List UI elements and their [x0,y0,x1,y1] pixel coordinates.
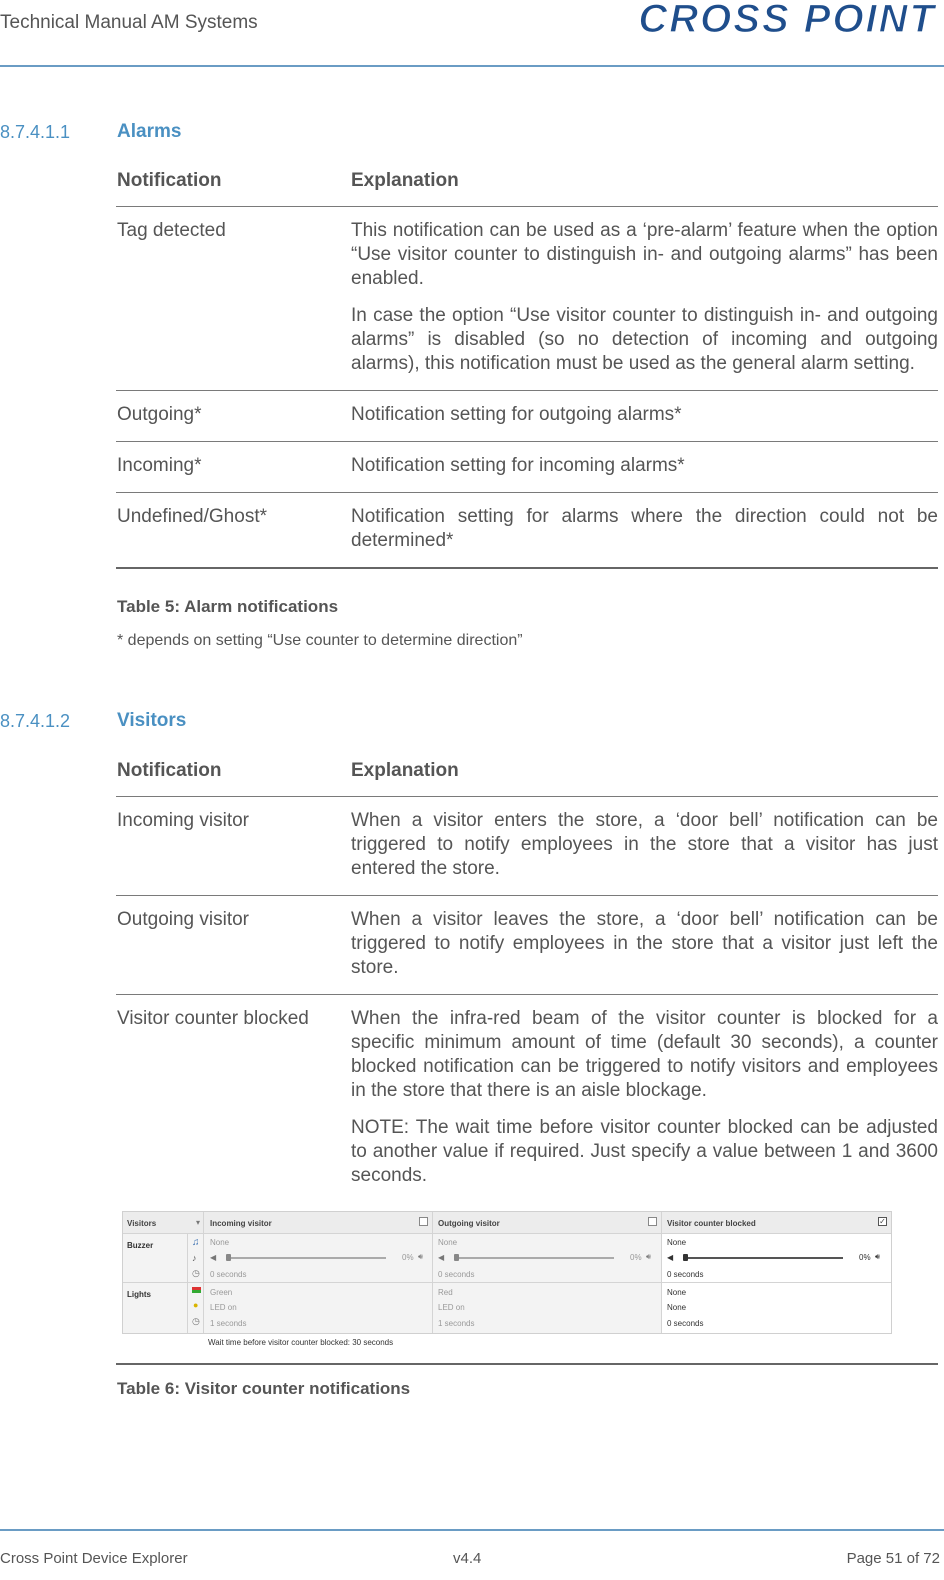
checkbox[interactable] [648,1217,657,1226]
checkbox-checked[interactable]: ✓ [879,1217,886,1226]
header-outgoing-visitor: Outgoing visitor [433,1212,662,1234]
lights-incoming: Green LED on 1 seconds [204,1283,433,1333]
table-row [116,207,938,391]
header-visitor-counter-blocked: Visitor counter blocked ✓ [662,1212,891,1234]
alarm-notifications-table [116,166,938,569]
slider-knob[interactable] [226,1254,231,1261]
section-number: 8.7.4.1.2 [0,711,71,731]
buzzer-icons [187,1234,204,1283]
table-caption: Table 6: Visitor counter notifications [117,1379,411,1398]
slider-knob[interactable] [454,1254,459,1261]
checkbox[interactable] [419,1217,428,1226]
volume-icon: 🔊︎ [875,1252,881,1261]
speaker-icon: ◀ [667,1253,674,1262]
buzzer-blocked: None ◀ 0% 🔊︎ 0 seconds [662,1234,891,1283]
speaker-icon: ◀ [210,1253,217,1262]
row-explanation: Notification setting for incoming alarms* [351,455,685,476]
row-notification: Incoming visitor [117,810,249,831]
volume-slider[interactable] [683,1257,843,1259]
col-explanation: Explanation [351,760,459,781]
col-notification: Notification [117,170,222,191]
table-row [116,442,938,493]
table-row [116,797,938,896]
header-incoming-visitor: Incoming visitor [204,1212,433,1234]
color-swatch-icon-lower [192,1290,201,1293]
svg-text:CROSS POINT: CROSS POINT [638,0,936,40]
visitor-settings-screenshot [122,1211,892,1334]
row-explanation: Notification setting for outgoing alarms* [351,404,682,425]
clock-icon: ◷ [192,1268,200,1278]
visitor-notifications-table [116,756,938,1202]
row-buzzer: Buzzer [123,1234,204,1283]
bell-icon: ♪ [192,1253,197,1263]
row-lights: Lights [123,1283,204,1333]
footer-version: v4.4 [453,1550,482,1567]
row-explanation: When a visitor enters the store, a ‘door bell’ notification can be triggered to notify employees in the store that a visitor has just entered the store. [351,810,938,879]
speaker-icon: ◀ [438,1253,445,1262]
chevron-down-icon: ▾ [195,1218,200,1227]
col-notification: Notification [117,760,222,781]
slider-knob[interactable] [683,1254,688,1261]
volume-slider[interactable] [226,1257,386,1259]
lights-icons [187,1283,204,1333]
clock-icon: ◷ [192,1316,200,1326]
table-bottom-rule [116,1363,938,1365]
section-title: Alarms [117,121,182,142]
row-explanation: Notification setting for alarms where the direction could not be determined* [351,506,938,551]
row-notification: Visitor counter blocked [117,1008,309,1029]
section-number: 8.7.4.1.1 [0,122,71,142]
buzzer-outgoing: None ◀ 0% 🔊︎ 0 seconds [433,1234,662,1283]
section-title: Visitors [117,710,187,731]
row-explanation: When a visitor leaves the store, a ‘door bell’ notification can be triggered to notify employees in the store that a visitor just left the store. [351,909,938,978]
row-notification: Undefined/Ghost* [117,506,267,527]
footnote: * depends on setting “Use counter to determine direction” [117,632,523,649]
table-row [116,391,938,442]
lights-blocked: None None 0 seconds [662,1283,891,1333]
row-notification: Tag detected [117,220,226,241]
header-visitors[interactable]: Visitors ▾ [123,1212,204,1234]
cross-point-logo [614,0,938,45]
wait-time-label: Wait time before visitor counter blocked: 30 seconds [208,1338,394,1347]
row-explanation: This notification can be used as a ‘pre-alarm’ feature when the option “Use visitor counter to distinguish in- and outgoing alarms” has been enabled. In case the option “Use visitor counter to distinguish in- and outgoing alarms” is disabled (so no detection of incoming and outgoing alarms), this notification must be used as the general alarm setting. [351,220,938,374]
row-notification: Outgoing* [117,404,202,425]
volume-icon: 🔊︎ [418,1252,424,1261]
volume-slider[interactable] [454,1257,614,1259]
lights-outgoing: Red LED on 1 seconds [433,1283,662,1333]
header-title: Technical Manual AM Systems [0,12,258,33]
table-header [116,756,938,797]
row-explanation: When the infra-red beam of the visitor counter is blocked for a specific minimum amount of time (default 30 seconds), a counter blocked notification can be triggered to notify visitors and employees in the store that there is an aisle blockage. NOTE: The wait time before visitor counter blocked can be adjusted to another value if required. Just specify a value between 1 and 3600 seconds. [351,1008,938,1186]
header-rule [0,65,944,67]
col-explanation: Explanation [351,170,459,191]
table-row [116,896,938,995]
row-notification: Incoming* [117,455,202,476]
table-row [116,493,938,569]
table-row [116,995,938,1202]
buzzer-incoming: None ◀ 0% 🔊︎ 0 seconds [204,1234,433,1283]
table-header [116,166,938,207]
footer-left: Cross Point Device Explorer [0,1550,188,1567]
volume-icon: 🔊︎ [646,1252,652,1261]
lightbulb-icon: ● [193,1300,199,1310]
row-notification: Outgoing visitor [117,909,250,930]
table-caption: Table 5: Alarm notifications [117,597,339,616]
music-note-icon: ♫ [192,1237,200,1248]
footer-rule [0,1529,944,1531]
footer-page: Page 51 of 72 [846,1550,940,1567]
